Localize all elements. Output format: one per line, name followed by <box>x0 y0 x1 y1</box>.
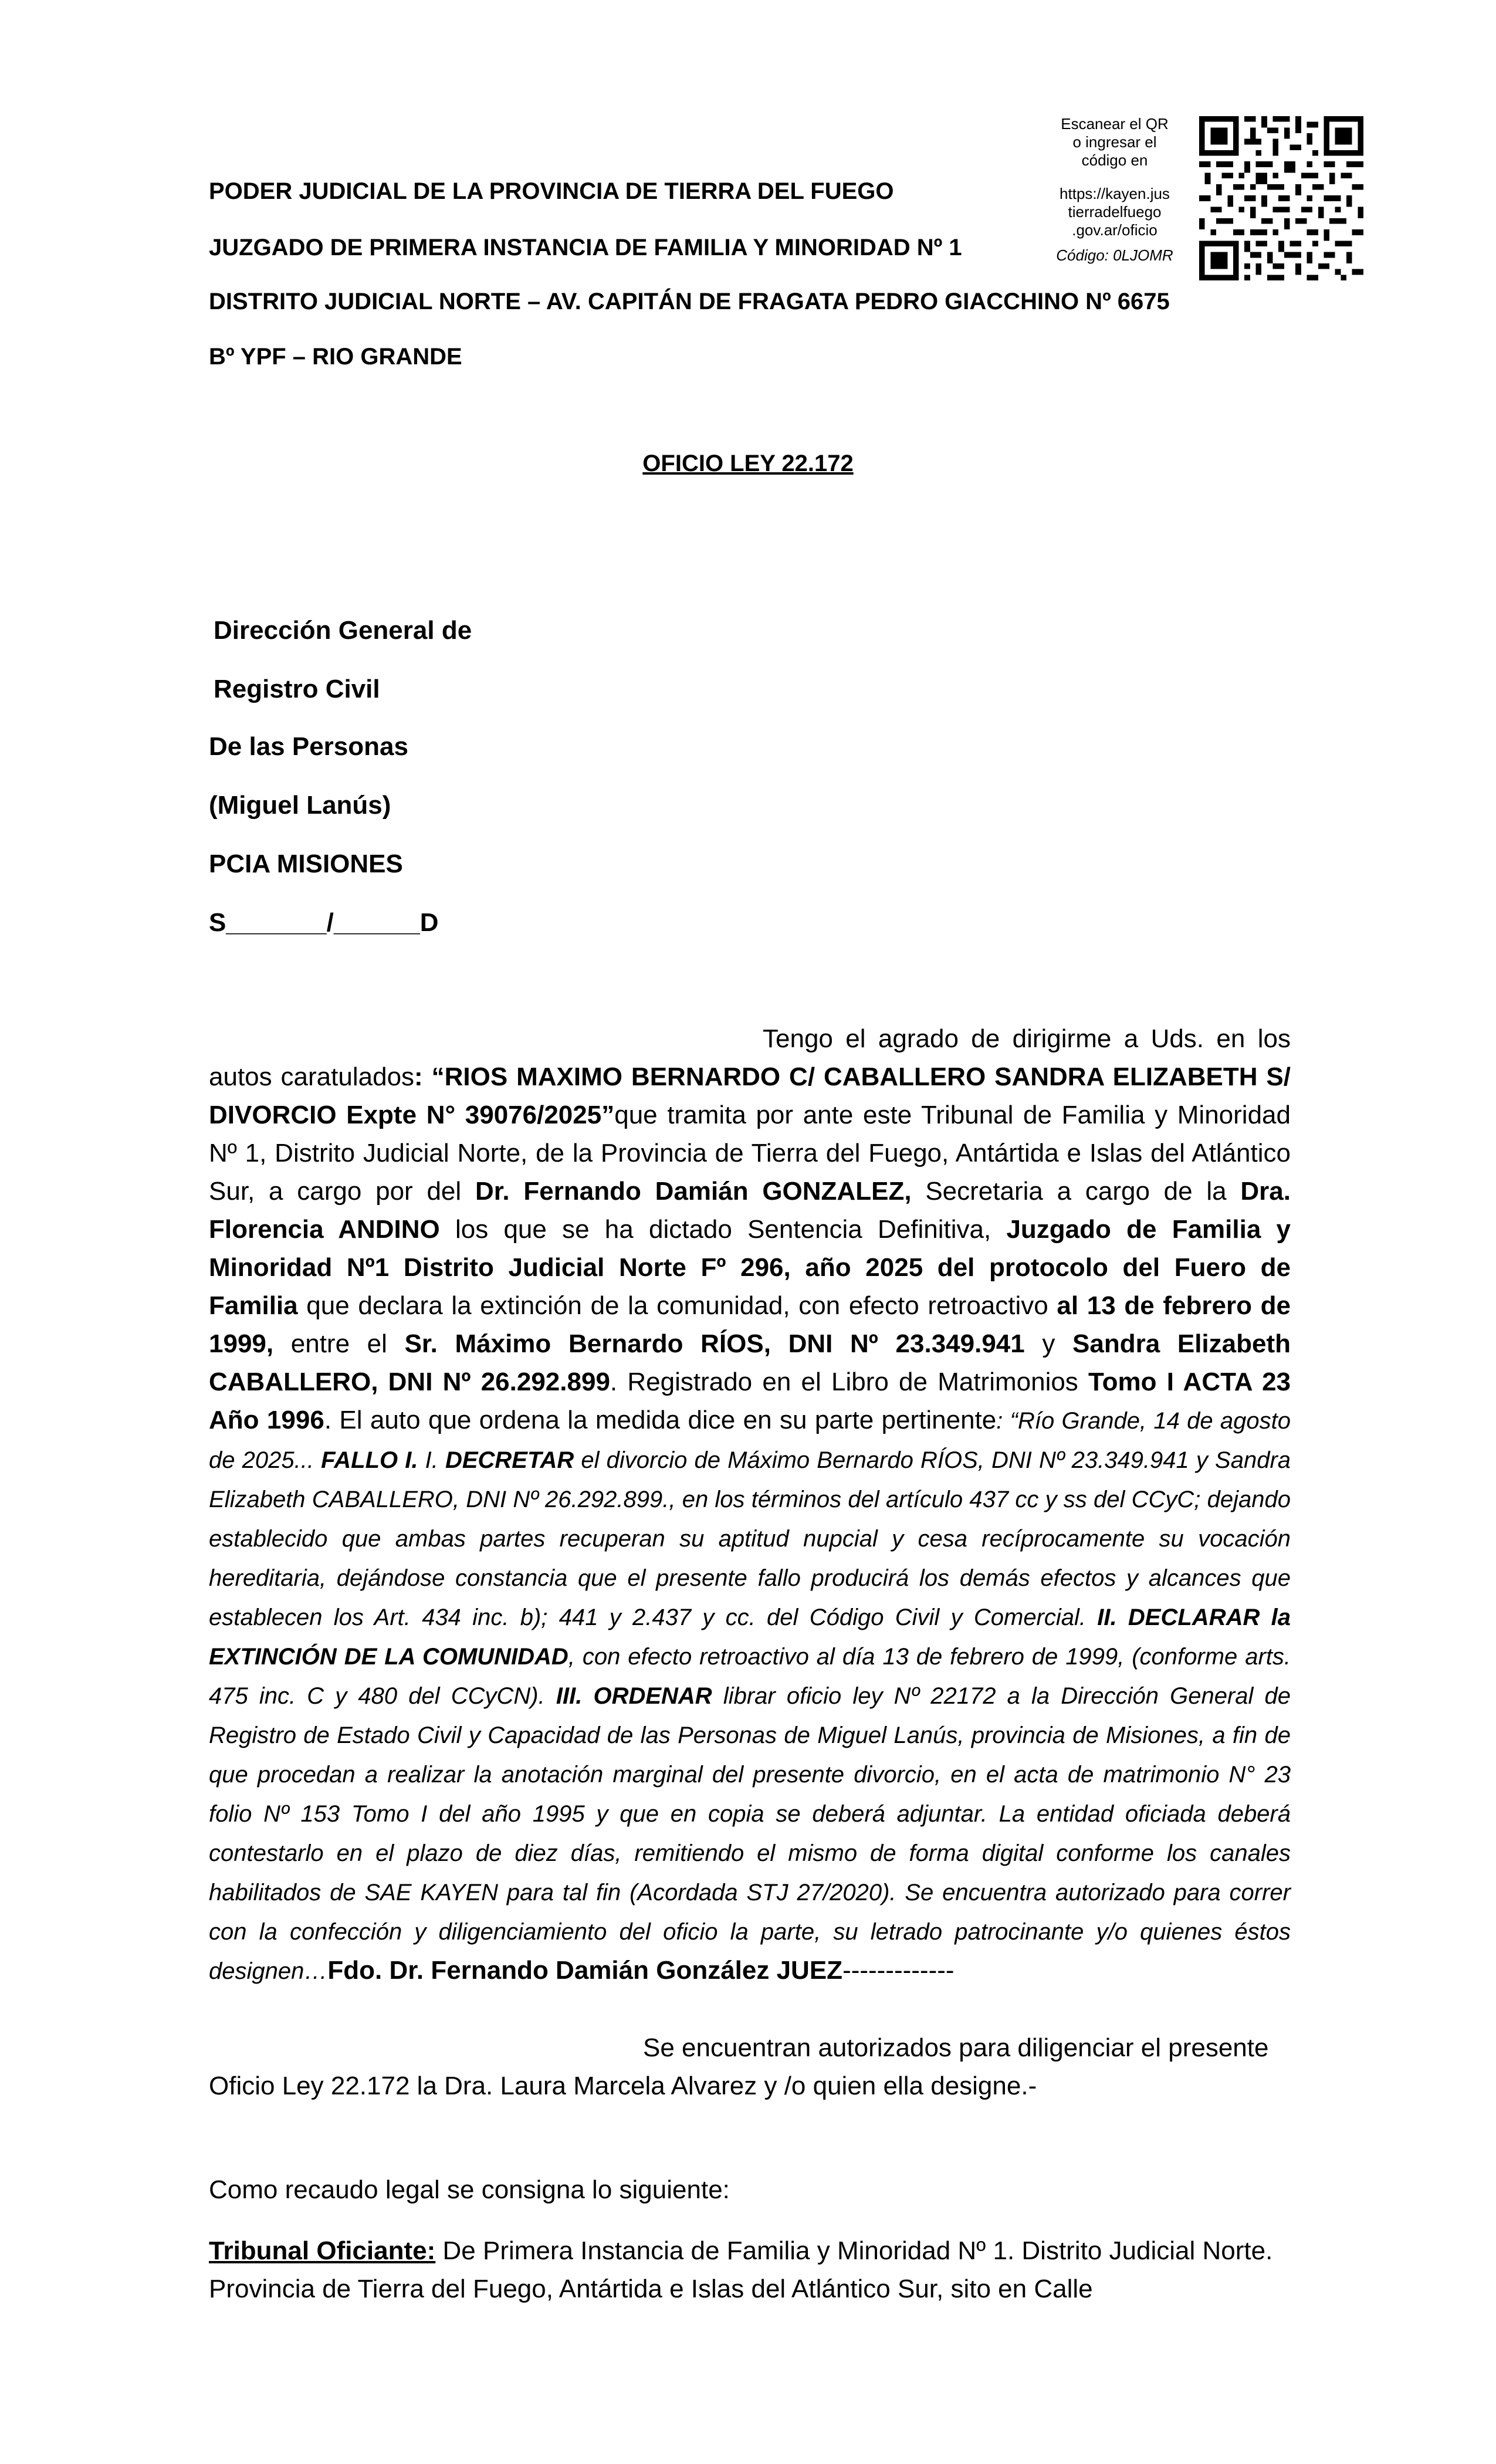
tribunal-text: De Primera Instancia de Familia y Minoridad Nº 1. Distrito Judicial Norte. Provincia de Tierra del Fuego, Antártida e Islas del Atlántico Sur, sito en Calle <box>209 2236 1273 2303</box>
quote-declarar: II. DECLARAR la EXTINCIÓN DE LA COMUNIDAD <box>209 1605 1291 1670</box>
addressee-line-1: Dirección General de <box>214 616 472 645</box>
body-text-9: . Registrado en el Libro de Matrimonios <box>610 1368 1089 1396</box>
registry-entry: Tomo I ACTA 23 Año 1996 <box>209 1368 1291 1434</box>
header-line-1: PODER JUDICIAL DE LA PROVINCIA DE TIERRA DEL FUEGO <box>209 178 894 204</box>
judge-name: Dr. Fernando Damián GONZALEZ, <box>475 1177 912 1206</box>
body-text-8: y <box>1024 1329 1073 1358</box>
quote-decretar: DECRETAR <box>445 1447 574 1473</box>
qr-line-3: código en <box>1081 151 1148 169</box>
quote-5: librar oficio ley Nº 22172 a la Dirección General de Registro de Estado Civil y Capacidad de las Personas de Miguel Lanús, provincia de Misiones, a fin de que procedan a realizar la anotación marginal del presente divorcio, en el acta de matrimonio N° 23 folio Nº 153 Tomo I del año 1995 y que en copia se deberá adjuntar. La entidad oficiada deberá contestarlo en el plazo de diez días, remitiendo el mismo de forma digital conforme los canales habilitados de SAE KAYEN para tal fin (Acordada STJ 27/2020). Se encuentra autorizado para correr con la confección y diligenciamiento del oficio la parte, su letrado patrocinante y/o quienes éstos designen… <box>209 1683 1291 1984</box>
body-text-5: los que se ha dictado Sentencia Definitiva, <box>439 1215 1007 1244</box>
header-line-2: JUZGADO DE PRIMERA INSTANCIA DE FAMILIA Y MINORIDAD Nº 1 <box>209 235 962 260</box>
addressee-line-3: De las Personas <box>209 732 408 761</box>
court-protocol: Juzgado de Familia y Minoridad Nº1 Distrito Judicial Norte Fº 296, año 2025 del protocolo del Fuero de Familia <box>209 1215 1291 1320</box>
addressee-line-4: (Miguel Lanús) <box>209 791 391 820</box>
qr-code-icon <box>1199 116 1363 280</box>
signature-line: Fdo. Dr. Fernando Damián González JUEZ <box>327 1956 843 1985</box>
qr-url-2: tierradelfuego <box>1068 203 1162 221</box>
qr-url-1: https://kayen.jus <box>1060 185 1170 202</box>
authorized-text: Se encuentran autorizados para diligenciar el presente Oficio Ley 22.172 la Dra. Laura Marcela Alvarez y /o quien ella designe.- <box>209 2033 1269 2100</box>
quote-ordenar: III. ORDENAR <box>556 1683 712 1709</box>
document-title: OFICIO LEY 22.172 <box>642 451 854 476</box>
retroactive-date: al 13 de febrero de 1999, <box>209 1291 1291 1358</box>
main-paragraph <box>209 1020 1291 1991</box>
body-text-4: Secretaria a cargo de la <box>911 1177 1241 1206</box>
case-title: “RIOS MAXIMO BERNARDO C/ CABALLERO SANDRA ELIZABETH S/ DIVORCIO Expte N° 39076/2025” <box>209 1062 1291 1129</box>
quote-1: : “Río Grande, 14 de agosto de 2025... <box>209 1408 1291 1473</box>
body-text-3: que tramita por ante este Tribunal de Familia y Minoridad Nº 1, Distrito Judicial Norte, de la Provincia de Tierra del Fuego, Antártida e Islas del Atlántico Sur, a cargo por del <box>209 1101 1291 1206</box>
quote-2: I. <box>418 1447 445 1473</box>
addressee-line-2: Registro Civil <box>214 675 380 703</box>
dash-line: ------------- <box>842 1956 955 1985</box>
qr-instructions <box>1033 115 1197 239</box>
party-2: Sandra Elizabeth CABALLERO, DNI Nº 26.292.899 <box>209 1329 1291 1396</box>
quote-3: el divorcio de Máximo Bernardo RÍOS, DNI Nº 23.349.941 y Sandra Elizabeth CABALLERO, DNI Nº 26.292.899., en los términos del artículo 437 cc y ss del CCyC; dejando establecido que ambas partes recuperan su aptitud nupcial y cesa recíprocamente su vocación hereditaria, dejándose constancia que el presente fallo producirá los demás efectos y alcances que establecen los Art. 434 inc. b); 441 y 2.437 y cc. del Código Civil y Comercial. <box>209 1447 1291 1630</box>
tribunal-paragraph <box>209 2232 1291 2308</box>
body-colon: : <box>414 1062 432 1091</box>
party-1: Sr. Máximo Bernardo RÍOS, DNI Nº 23.349.941 <box>404 1329 1025 1358</box>
qr-line-2: o ingresar el <box>1072 133 1157 151</box>
qr-line-1: Escanear el QR <box>1061 115 1169 133</box>
qr-code-text: Código: 0LJOMR <box>1056 246 1173 264</box>
recaudo-line: Como recaudo legal se consigna lo siguiente: <box>209 2175 730 2204</box>
body-text-1: Tengo el agrado de dirigirme a Uds. en los autos caratulados <box>209 1024 1291 1091</box>
qr-url-3: .gov.ar/oficio <box>1072 221 1157 239</box>
quote-fallo: FALLO I. <box>321 1447 418 1473</box>
body-text-10: . El auto que ordena la medida dice en su parte pertinente <box>324 1406 997 1434</box>
tribunal-label: Tribunal Oficiante: <box>209 2236 436 2265</box>
header-line-3: DISTRITO JUDICIAL NORTE – AV. CAPITÁN DE FRAGATA PEDRO GIACCHINO Nº 6675 <box>209 289 1170 314</box>
body-text-7: entre el <box>273 1329 405 1358</box>
authorized-paragraph <box>209 2029 1291 2105</box>
quote-4: , con efecto retroactivo al día 13 de febrero de 1999, (conforme arts. 475 inc. C y 480 del CCyCN). <box>209 1644 1291 1709</box>
body-text-6: que declara la extinción de la comunidad, con efecto retroactivo <box>297 1291 1057 1320</box>
header-line-4: Bº YPF – RIO GRANDE <box>209 344 462 370</box>
addressee-line-6: S_______/______D <box>209 908 439 937</box>
secretary-name: Dra. Florencia ANDINO <box>209 1177 1291 1244</box>
addressee-line-5: PCIA MISIONES <box>209 849 403 878</box>
